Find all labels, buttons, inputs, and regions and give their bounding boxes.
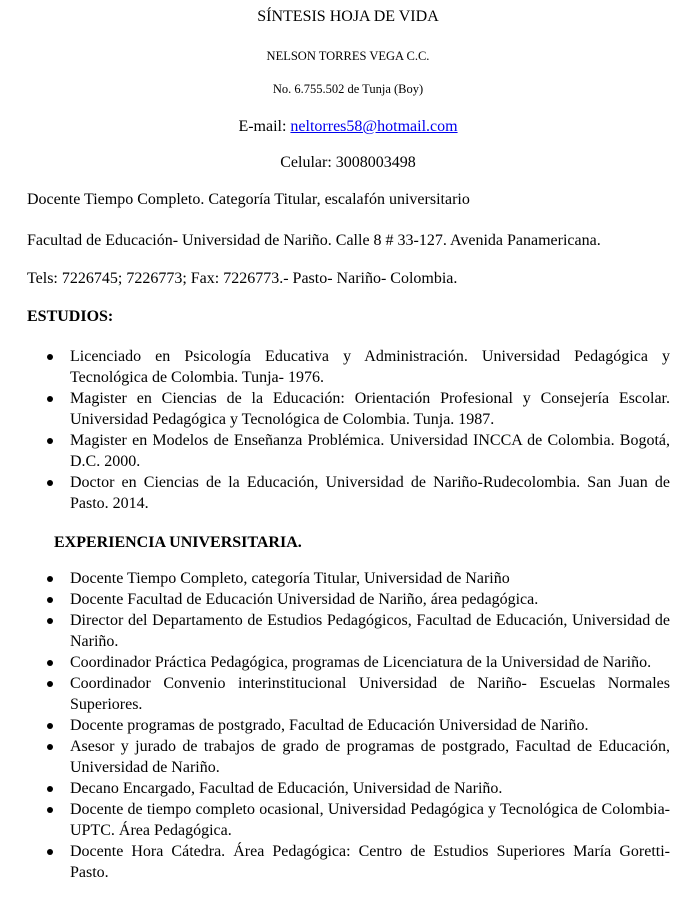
list-item [0,430,670,472]
bullet-icon [47,480,53,486]
contact-line: Tels: 7226745; 7226773; Fax: 7226773.- Pasto- Nariño- Colombia. [27,270,458,287]
bullet-icon [47,849,53,855]
document-title: SÍNTESIS HOJA DE VIDA [257,8,439,25]
bullet-icon [47,396,53,402]
address-line: Facultad de Educación- Universidad de Nariño. Calle 8 # 33-127. Avenida Panamericana. [27,232,601,249]
email-label: E-mail: [238,118,291,135]
bullet-icon [47,807,53,813]
list-item [0,388,670,430]
bullet-icon [47,681,53,687]
bullet-icon [47,618,53,624]
list-item [0,472,670,514]
list-item-text: Asesor y jurado de trabajos de grado de programas de postgrado, Facultad de Educación, Universidad de Nariño. [70,738,670,776]
list-item [0,568,670,589]
experiencia-heading: EXPERIENCIA UNIVERSITARIA. [54,534,302,551]
bullet-icon [47,660,53,666]
person-name: NELSON TORRES VEGA C.C. [266,49,430,63]
list-item-text: Magister en Ciencias de la Educación: Orientación Profesional y Consejería Escolar. Universidad Pedagógica y Tecnológica de Colombia. Tunja. 1987. [70,390,670,428]
id-number: No. 6.755.502 de Tunja (Boy) [272,82,424,96]
bullet-icon [47,786,53,792]
list-item-text: Decano Encargado, Facultad de Educación, Universidad de Nariño. [70,780,503,797]
bullet-icon [47,354,53,360]
bullet-icon [47,576,53,582]
list-item [0,841,670,883]
estudios-heading: ESTUDIOS: [27,308,114,325]
bullet-icon [47,723,53,729]
list-item-text: Licenciado en Psicología Educativa y Administración. Universidad Pedagógica y Tecnológica de Colombia. Tunja- 1976. [70,348,670,386]
position-line: Docente Tiempo Completo. Categoría Titular, escalafón universitario [27,191,470,208]
list-item-text: Docente Facultad de Educación Universidad de Nariño, área pedagógica. [70,591,539,608]
list-item [0,346,670,388]
list-item [0,589,670,610]
list-item [0,778,670,799]
list-item-text: Coordinador Convenio interinstitucional Universidad de Nariño- Escuelas Normales Superiores. [70,675,670,713]
bullet-icon [47,744,53,750]
list-item [0,799,670,841]
list-item [0,736,670,778]
list-item [0,715,670,736]
list-item-text: Docente Hora Cátedra. Área Pedagógica: Centro de Estudios Superiores María Goretti- Pasto. [70,843,670,881]
list-item [0,673,670,715]
bullet-icon [47,438,53,444]
list-item-text: Docente Tiempo Completo, categoría Titular, Universidad de Nariño [70,570,510,587]
experiencia-list [0,568,670,883]
list-item-text: Docente programas de postgrado, Facultad de Educación Universidad de Nariño. [70,717,589,734]
list-item-text: Director del Departamento de Estudios Pedagógicos, Facultad de Educación, Universidad de Nariño. [70,612,670,650]
phone-line: Celular: 3008003498 [280,154,416,171]
list-item-text: Docente de tiempo completo ocasional, Universidad Pedagógica y Tecnológica de Colombia- UPTC. Área Pedagógica. [70,801,670,839]
list-item [0,610,670,652]
email-link[interactable]: neltorres58@hotmail.com [290,118,458,135]
list-item-text: Doctor en Ciencias de la Educación, Universidad de Nariño-Rudecolombia. San Juan de Pasto. 2014. [70,474,670,512]
list-item [0,652,670,673]
bullet-icon [47,597,53,603]
list-item-text: Magister en Modelos de Enseñanza Problémica. Universidad INCCA de Colombia. Bogotá, D.C. 2000. [70,432,670,470]
estudios-list [0,346,670,514]
list-item-text: Coordinador Práctica Pedagógica, programas de Licenciatura de la Universidad de Nariño. [70,654,652,671]
email-line [0,116,696,138]
